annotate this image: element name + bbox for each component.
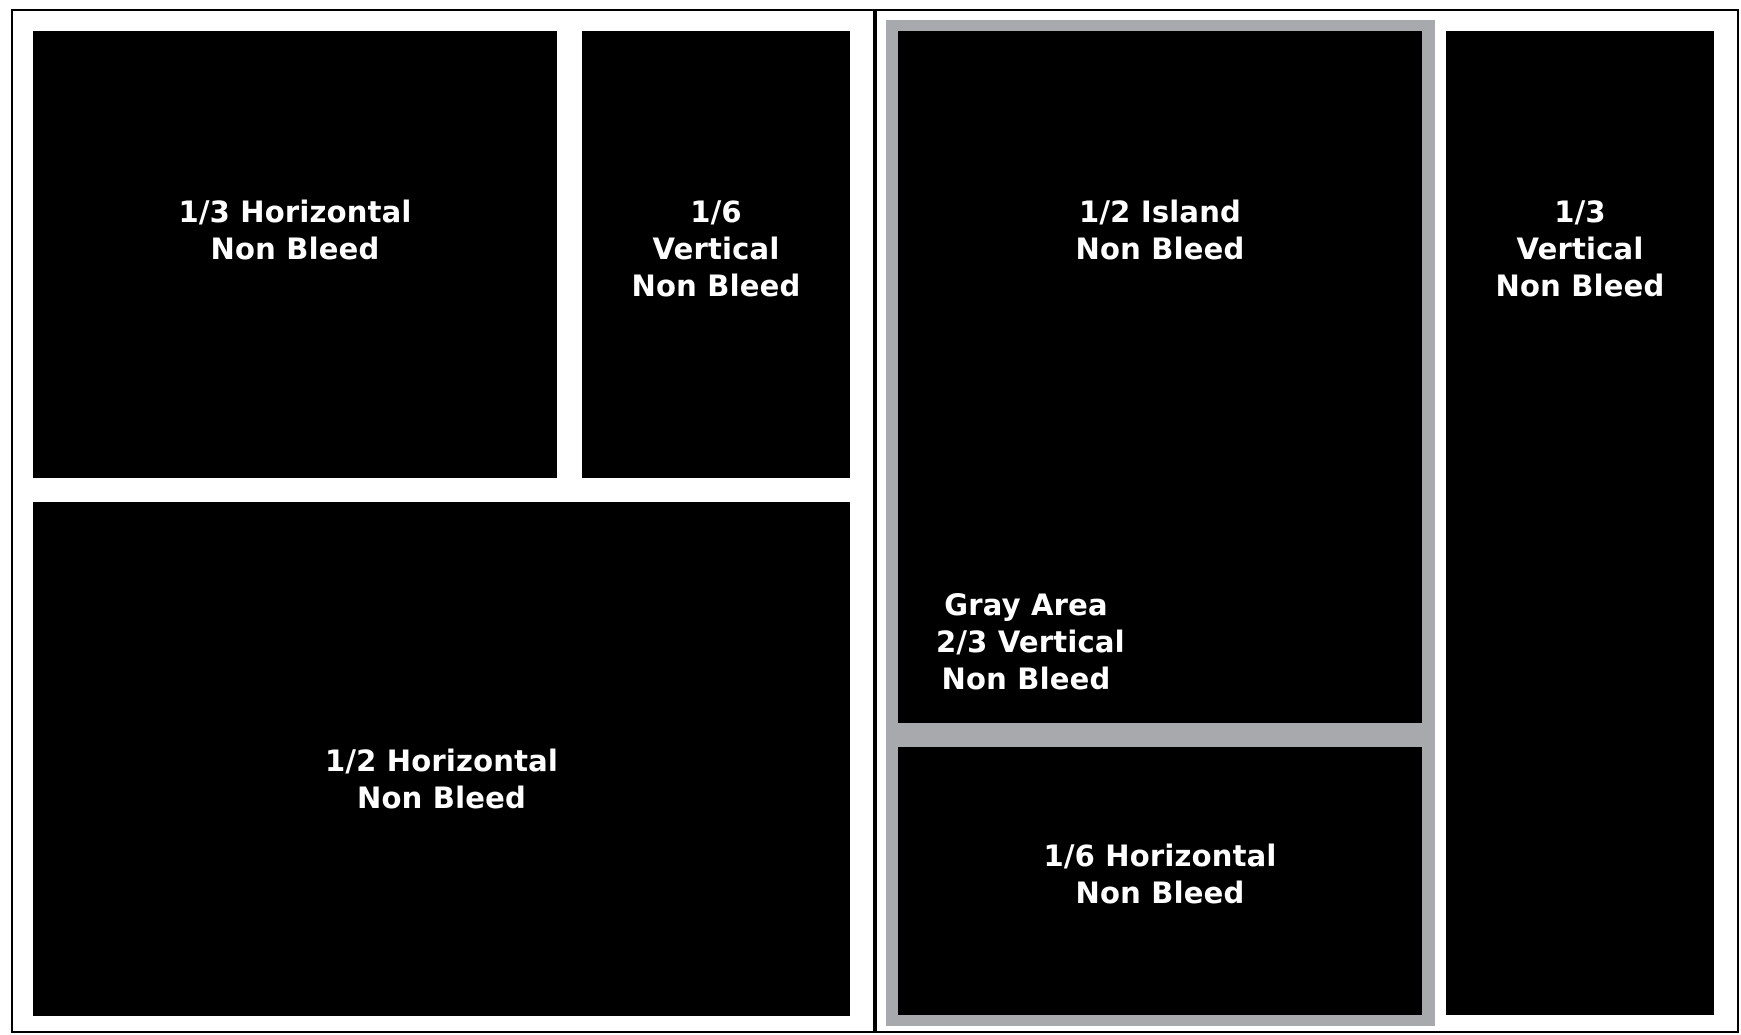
ad-third-horizontal <box>33 31 557 478</box>
ad-label-line: Gray Area <box>944 588 1108 622</box>
ad-half-horizontal <box>33 502 850 1016</box>
ad-label-line: 1/6 Horizontal <box>1043 839 1277 873</box>
ad-label-line: Non Bleed <box>631 269 801 303</box>
ad-third-vertical <box>1446 31 1714 1015</box>
ad-label-line: Non Bleed <box>1075 232 1245 266</box>
ad-sixth-vertical <box>582 31 850 478</box>
ad-sixth-horizontal <box>898 747 1422 1015</box>
ad-label-line: Non Bleed <box>210 232 380 266</box>
ad-label-line: Non Bleed <box>1495 269 1665 303</box>
ad-label-line: Non Bleed <box>1075 876 1245 910</box>
ad-label-line: 1/6 <box>690 195 742 229</box>
ad-label-line: 1/3 <box>1554 195 1606 229</box>
gray-area-label <box>936 587 1125 698</box>
ad-label-line: 1/2 Horizontal <box>324 744 559 778</box>
ad-label-line: Vertical <box>1516 232 1644 266</box>
ad-label-line: Vertical <box>652 232 780 266</box>
ad-half-island <box>898 31 1422 723</box>
ad-label-line: Non Bleed <box>941 662 1111 696</box>
ad-label-line: 1/3 Horizontal <box>178 195 412 229</box>
ad-label-line: 1/2 Island <box>1078 195 1241 229</box>
ad-label-line: 2/3 Vertical <box>936 625 1125 659</box>
ad-label-line: Non Bleed <box>357 781 526 815</box>
